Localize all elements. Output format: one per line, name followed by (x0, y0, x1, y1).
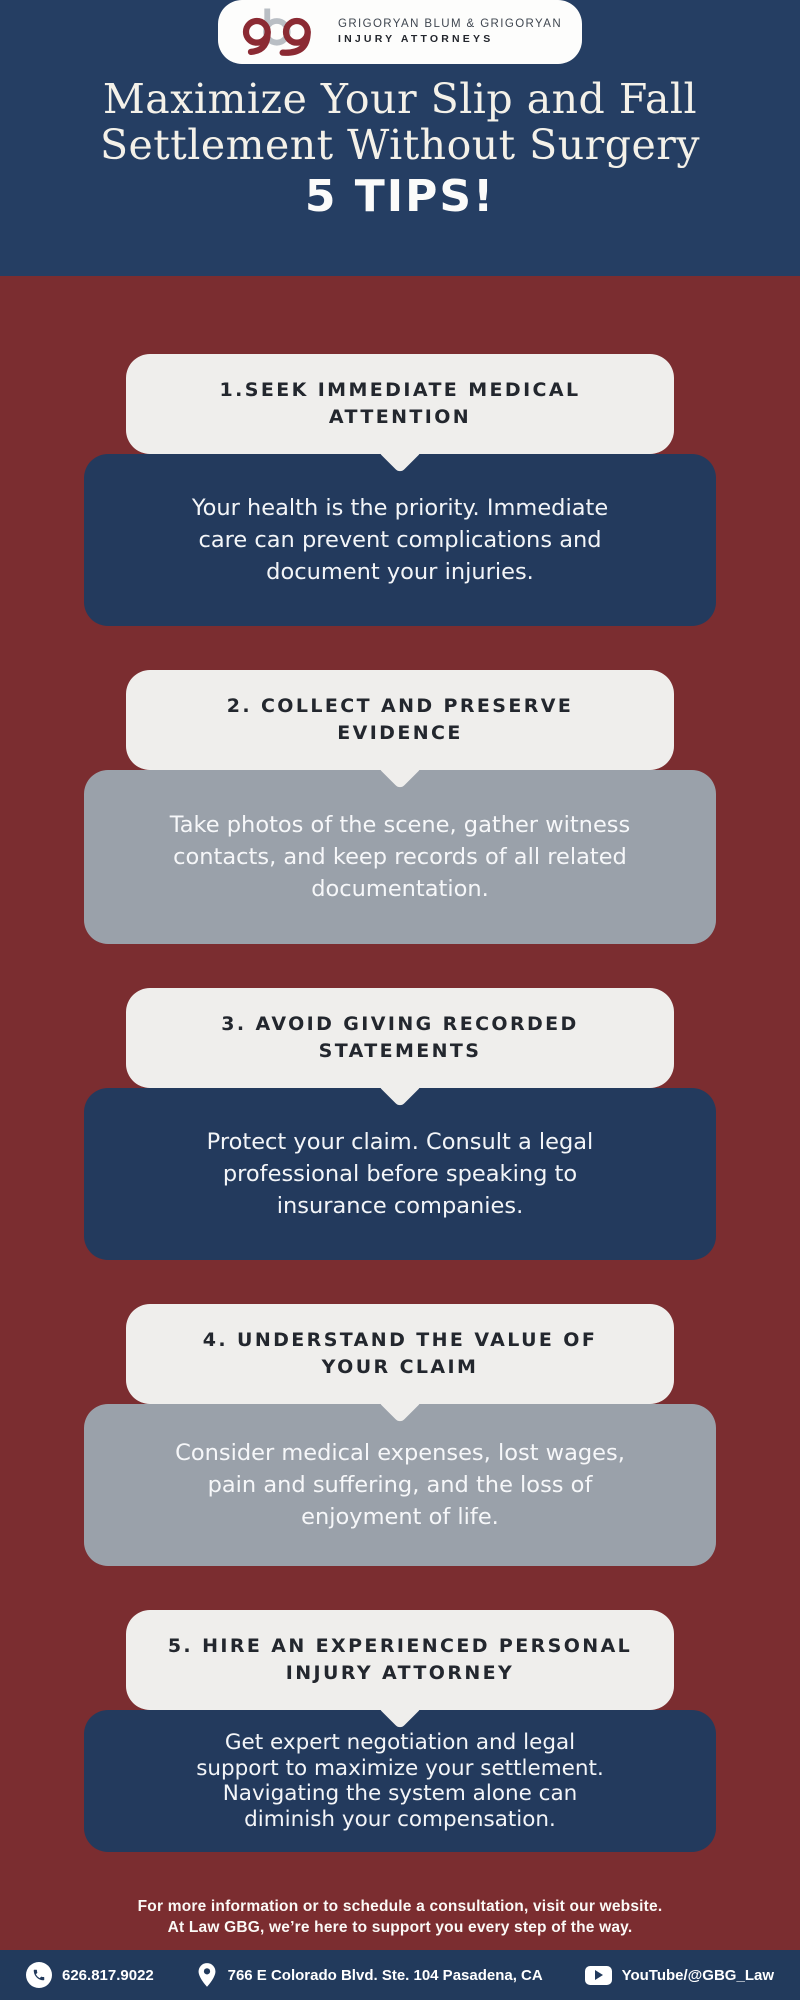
tip-2-body-line2: contacts, and keep records of all related (173, 844, 627, 870)
footer-note (0, 1896, 800, 1938)
tip-4-body-line3: enjoyment of life. (301, 1504, 499, 1530)
tip-3-body-line2: professional before speaking to (222, 1161, 578, 1187)
tip-4-title-line2: YOUR CLAIM (321, 1356, 479, 1378)
address-text: 766 E Colorado Blvd. Ste. 104 Pasadena, CA (227, 1966, 543, 1984)
tip-1-title-line2: ATTENTION (328, 406, 472, 428)
brand-name: GRIGORYAN BLUM & GRIGORYAN (337, 17, 563, 30)
tip-1-body-line1: Your health is the priority. Immediate (191, 495, 609, 521)
tip-5-body-line4: diminish your compensation. (244, 1806, 556, 1832)
tip-3-body (84, 1088, 716, 1260)
youtube-icon (585, 1966, 612, 1985)
tip-3-title-line2: STATEMENTS (318, 1040, 482, 1062)
tip-3-header (126, 988, 674, 1088)
tip-5-body (84, 1710, 716, 1852)
tip-2-body (84, 770, 716, 944)
tip-1-body-line2: care can prevent complications and (198, 527, 602, 553)
page-title-line1: Maximize Your Slip and Fall (102, 75, 698, 123)
tip-2-title-line2: EVIDENCE (337, 722, 463, 744)
tip-3-title-line1: 3. AVOID GIVING RECORDED (221, 1013, 579, 1035)
tip-2-body-line3: documentation. (311, 876, 489, 902)
tip-5-body-line3: Navigating the system alone can (222, 1781, 578, 1806)
footer-note-line1: For more information or to schedule a consultation, visit our website. (137, 1898, 663, 1915)
phone-icon (26, 1962, 52, 1988)
tip-1-body (84, 454, 716, 626)
tip-4-body-line1: Consider medical expenses, lost wages, (175, 1440, 625, 1466)
tip-1-header (126, 354, 674, 454)
phone-number: 626.817.9022 (62, 1966, 154, 1984)
tip-4-body-line2: pain and suffering, and the loss of (207, 1472, 593, 1498)
tip-3-body-line1: Protect your claim. Consult a legal (206, 1129, 594, 1155)
location-pin-icon (196, 1962, 218, 1988)
phone-contact[interactable] (26, 1962, 154, 1988)
youtube-handle: YouTube/@GBG_Law (621, 1966, 774, 1984)
tip-5-body-line2: support to maximize your settlement. (196, 1755, 604, 1781)
hero-header (0, 0, 800, 276)
tip-card-3 (0, 988, 800, 1260)
tip-card-2 (0, 670, 800, 944)
tip-5-header (126, 1610, 674, 1710)
tip-2-header (126, 670, 674, 770)
tip-card-5 (0, 1610, 800, 1852)
tip-4-header (126, 1304, 674, 1404)
brand-tagline: INJURY ATTORNEYS (337, 32, 494, 45)
tip-5-title-line1: 5. HIRE AN EXPERIENCED PERSONAL (167, 1635, 633, 1657)
footer-note-line2: At Law GBG, we’re here to support you every step of the way. (167, 1919, 633, 1936)
tip-4-body (84, 1404, 716, 1566)
address-contact[interactable] (196, 1962, 543, 1988)
tip-2-title-line1: 2. COLLECT AND PRESERVE (226, 695, 574, 717)
page-title-line2: Settlement Without Surgery (99, 121, 701, 169)
tips-banner: 5 TIPS! (304, 171, 496, 222)
brand-badge (218, 0, 582, 64)
tip-card-1 (0, 354, 800, 626)
tip-1-title-line1: 1.SEEK IMMEDIATE MEDICAL (219, 379, 581, 401)
contact-bar (0, 1950, 800, 2000)
tip-4-title-line1: 4. UNDERSTAND THE VALUE OF (202, 1329, 598, 1351)
tip-card-4 (0, 1304, 800, 1566)
tip-5-body-line1: Get expert negotiation and legal (224, 1730, 576, 1755)
youtube-contact[interactable] (585, 1966, 774, 1985)
tips-list (0, 276, 800, 1938)
gbg-logo-icon (238, 6, 324, 56)
tip-2-body-line1: Take photos of the scene, gather witness (169, 812, 631, 838)
tip-3-body-line3: insurance companies. (276, 1193, 524, 1219)
tip-1-body-line3: document your injuries. (266, 559, 534, 585)
tip-5-title-line2: INJURY ATTORNEY (285, 1662, 515, 1684)
